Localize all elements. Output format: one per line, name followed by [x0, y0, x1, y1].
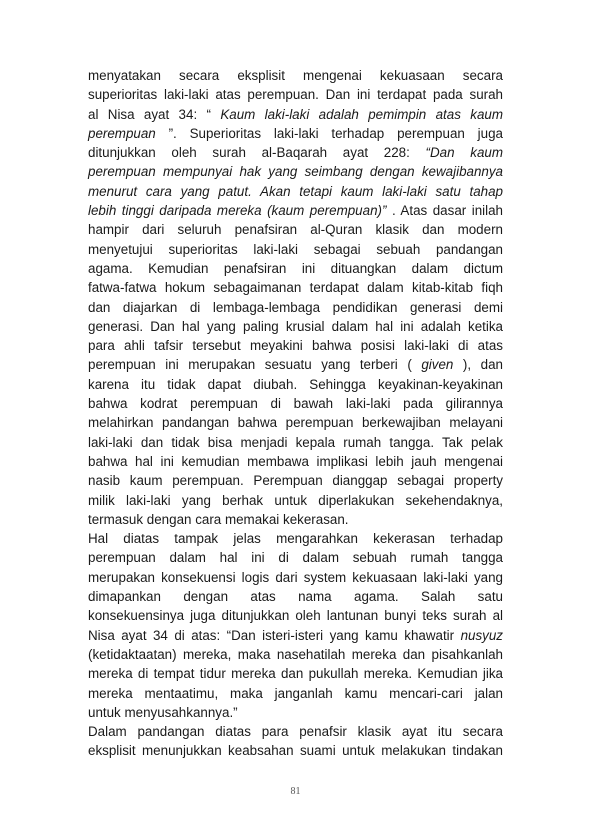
text-segment: termasuk dengan cara memakai kekerasan.	[88, 511, 349, 527]
text-segment: ”. Superioritas laki-laki terhadap perempuan juga	[155, 125, 503, 141]
text-segment: agama. Kemudian penafsiran ini dituangkan dalam dictum	[88, 260, 503, 276]
text-line	[88, 491, 503, 510]
text-line	[88, 259, 503, 278]
text-line	[88, 66, 503, 85]
text-line	[88, 741, 503, 760]
text-line	[88, 220, 503, 239]
text-segment: laki-laki dan tidak bisa menjadi kepala rumah tangga. Tak pelak	[88, 434, 503, 450]
text-segment: merupakan konsekuensi logis dari system kekuasaan laki-laki yang	[88, 569, 503, 585]
text-line	[88, 375, 503, 394]
text-segment: ), dan	[453, 357, 504, 373]
text-segment: milik laki-laki yang berhak untuk diperlakukan sekehendaknya,	[88, 492, 503, 508]
text-segment: al Nisa ayat 34: “	[88, 106, 221, 122]
text-segment: (ketidaktaatan) mereka, maka nasehatilah mereka dan pisahkanlah	[88, 646, 503, 662]
text-line	[88, 568, 503, 587]
text-line	[88, 336, 503, 355]
italic-text-segment: perempuan mempunyai hak yang seimbang dengan kewajibannya	[88, 164, 503, 180]
text-segment: Dalam pandangan diatas para penafsir klasik ayat itu secara	[88, 724, 503, 740]
text-segment: para ahli tafsir tersebut meyakini bahwa posisi laki-laki di atas	[88, 338, 503, 354]
italic-text-segment: menurut cara yang patut. Akan tetapi kaum laki-laki satu tahap	[88, 183, 503, 199]
text-line	[88, 529, 503, 548]
text-line	[88, 278, 503, 297]
text-segment: mereka di tempat tidur mereka dan pukullah mereka. Kemudian jika	[88, 666, 503, 682]
text-line	[88, 124, 503, 143]
text-segment: dimapankan dengan atas nama agama. Salah satu	[88, 589, 503, 605]
text-line	[88, 182, 503, 201]
text-segment: nasib kaum perempuan. Perempuan dianggap sebagai property	[88, 473, 503, 489]
italic-text-segment: “Dan kaum	[425, 145, 503, 161]
text-line	[88, 394, 503, 413]
page-number: 81	[290, 786, 301, 797]
text-line	[88, 162, 503, 181]
text-line	[88, 240, 503, 259]
text-line	[88, 664, 503, 683]
text-segment: generasi. Dan hal yang paling krusial dalam hal ini adalah ketika	[88, 318, 503, 334]
text-line	[88, 355, 503, 374]
text-segment: hampir dari seluruh penafsiran al-Quran klasik dan modern	[88, 222, 503, 238]
text-segment: melahirkan pandangan bahwa perempuan berkewajiban melayani	[88, 415, 503, 431]
text-line	[88, 105, 503, 124]
text-segment: untuk menyusahkannya.”	[88, 704, 238, 720]
text-line	[88, 606, 503, 625]
text-segment: Nisa ayat 34 di atas: “Dan isteri-isteri yang kamu khawatir	[88, 627, 461, 643]
text-line	[88, 413, 503, 432]
text-line	[88, 722, 503, 741]
text-line	[88, 587, 503, 606]
text-line	[88, 452, 503, 471]
italic-text-segment: nusyuz	[460, 627, 503, 643]
text-segment: . Atas dasar inilah	[386, 203, 503, 219]
text-line	[88, 684, 503, 703]
text-line	[88, 645, 503, 664]
text-segment: eksplisit menunjukkan keabsahan suami untuk melakukan tindakan	[88, 743, 503, 759]
text-segment: perempuan ini merupakan sesuatu yang terberi (	[88, 357, 422, 373]
text-segment: menyatakan secara eksplisit mengenai kekuasaan secara	[88, 68, 503, 83]
text-segment: ditunjukkan oleh surah al-Baqarah ayat 228:	[88, 145, 426, 161]
text-line	[88, 548, 503, 567]
text-line	[88, 143, 503, 162]
text-segment: bahwa kodrat perempuan di bawah laki-laki pada gilirannya	[88, 396, 503, 412]
text-line	[88, 510, 503, 529]
text-segment: fatwa-fatwa hokum sebagaimanan terdapat dalam kitab-kitab fiqh	[88, 280, 503, 296]
text-line	[88, 471, 503, 490]
text-line	[88, 298, 503, 317]
text-segment: mereka mentaatimu, maka janganlah kamu mencari-cari jalan	[88, 685, 503, 701]
italic-text-segment: lebih tinggi daripada mereka (kaum perempuan)”	[88, 203, 387, 219]
text-line	[88, 85, 503, 104]
text-segment: konsekuensinya juga ditunjukkan oleh lantunan bunyi teks surah al	[88, 608, 503, 624]
text-segment: perempuan dalam hal ini di dalam sebuah rumah tangga	[88, 550, 503, 566]
text-segment: bahwa hal ini kemudian membawa implikasi lebih jauh mengenai	[88, 453, 503, 469]
text-line	[88, 201, 503, 220]
text-segment: menyetujui superioritas laki-laki sebagai sebuah pandangan	[88, 241, 503, 257]
text-line	[88, 317, 503, 336]
body-text	[88, 66, 503, 761]
italic-text-segment: given	[421, 357, 454, 373]
text-segment: dan diajarkan di lembaga-lembaga pendidikan generasi demi	[88, 299, 503, 315]
text-line	[88, 703, 503, 722]
text-line	[88, 433, 503, 452]
italic-text-segment: Kaum laki-laki adalah pemimpin atas kaum	[220, 106, 503, 122]
italic-text-segment: perempuan	[88, 125, 156, 141]
text-segment: superioritas laki-laki atas perempuan. Dan ini terdapat pada surah	[88, 87, 503, 103]
text-segment: Hal diatas tampak jelas mengarahkan kekerasan terhadap	[88, 531, 503, 547]
text-segment: karena itu tidak dapat diubah. Sehingga keyakinan-keyakinan	[88, 376, 503, 392]
text-line	[88, 626, 503, 645]
